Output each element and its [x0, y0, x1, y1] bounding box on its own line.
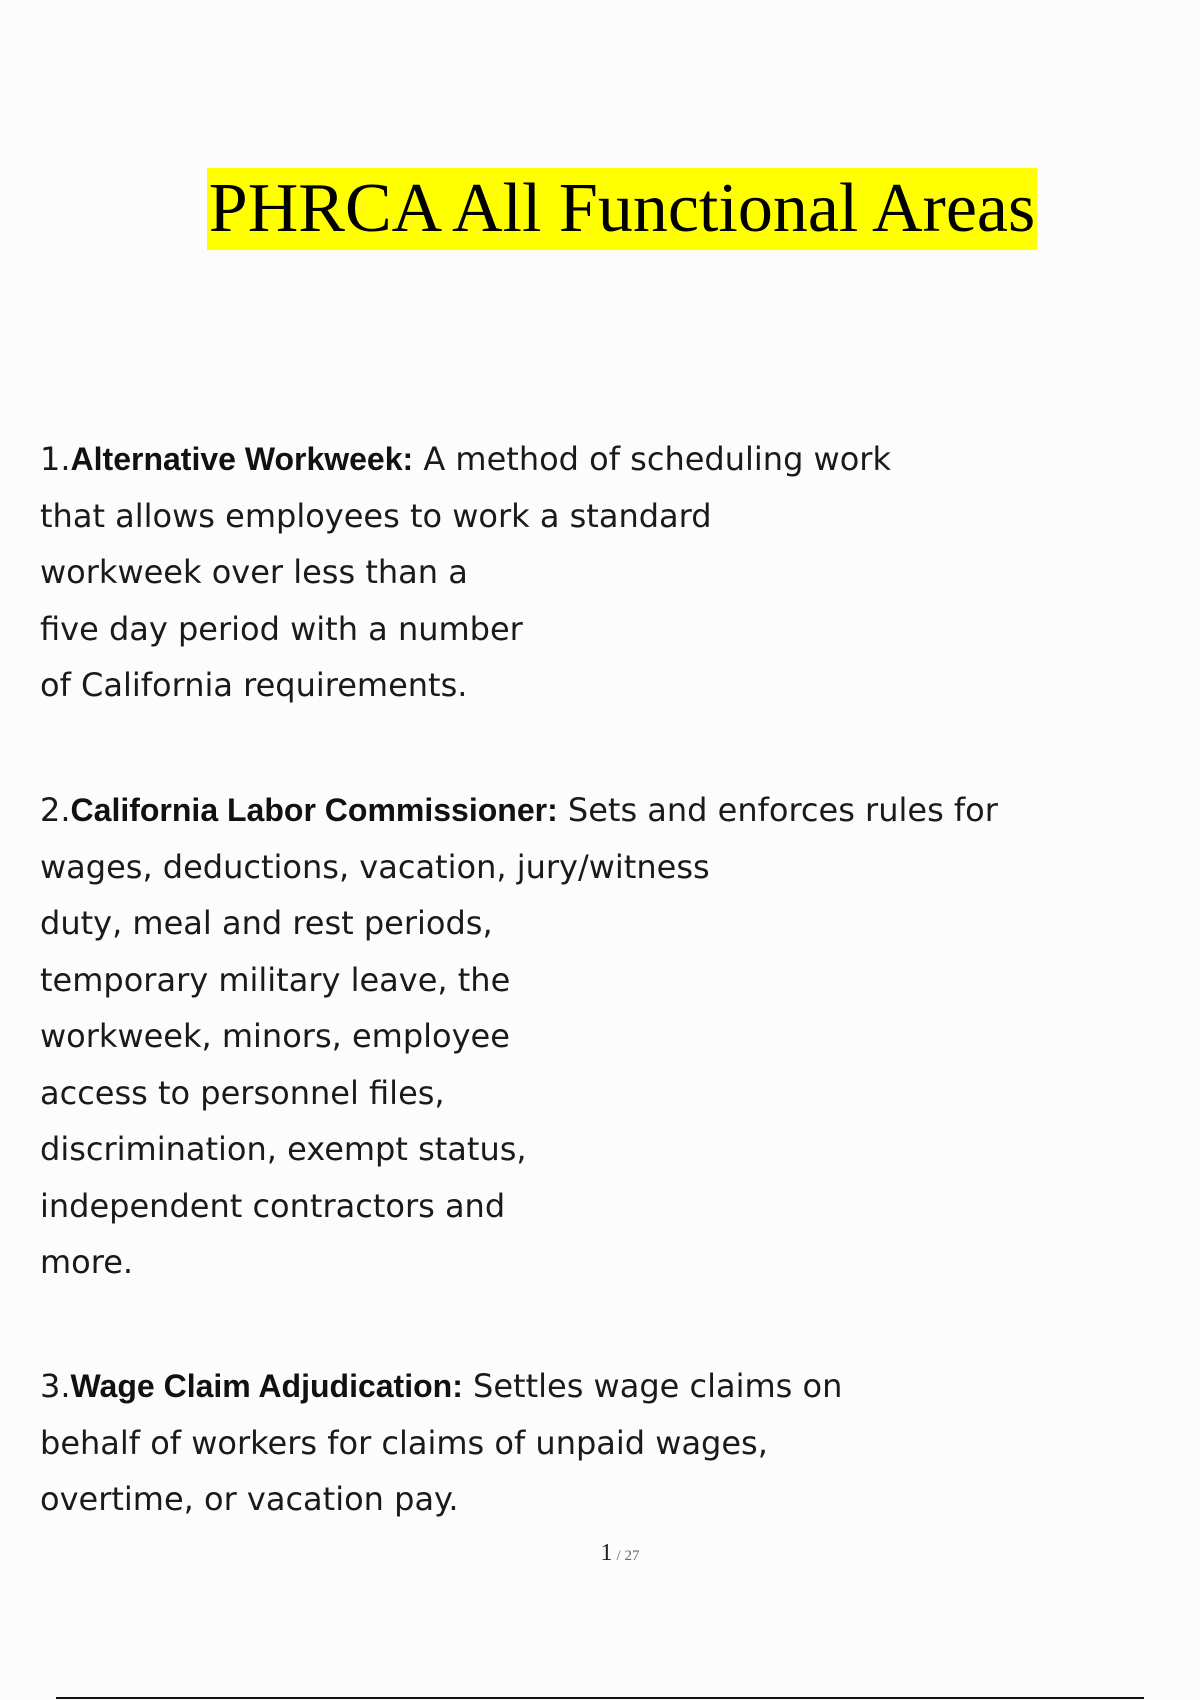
term-entry [40, 1358, 1040, 1528]
page-divider [56, 1697, 1144, 1699]
term-definition-line: more. [40, 1243, 134, 1281]
page-total: / 27 [616, 1548, 640, 1564]
term-definition-line: wages, deductions, vacation, jury/witness [40, 847, 710, 886]
term-definition-line: that allows employees to work a standard [40, 496, 712, 535]
term-definition-line: Settles wage claims on [473, 1367, 843, 1405]
term-definition-line: access to personnel files, [40, 1073, 445, 1112]
term-name: Wage Claim Adjudication: [70, 1368, 463, 1404]
term-definition-line: duty, meal and rest periods, [40, 904, 493, 942]
term-definition-line: behalf of workers for claims of unpaid wages, [40, 1423, 768, 1462]
term-number: 3. [40, 1367, 71, 1405]
term-definition-line: overtime, or vacation pay. [40, 1480, 459, 1518]
term-first-line [40, 1358, 1040, 1415]
term-definition-line: workweek over less than a [40, 553, 468, 591]
page-number [0, 1540, 1200, 1567]
term-entry [40, 431, 1040, 714]
term-definition-line: discrimination, exempt status, [40, 1130, 527, 1168]
term-definition-line: independent contractors and [40, 1186, 506, 1225]
title-container [0, 168, 1200, 250]
term-definition-line: workweek, minors, employee [40, 1017, 510, 1055]
document-title: PHRCA All Functional Areas [207, 168, 1037, 250]
term-definition-line: A method of scheduling work [423, 440, 891, 478]
term-definition-line: of California requirements. [40, 666, 468, 704]
term-entry [40, 782, 1040, 1291]
term-first-line [40, 431, 1040, 488]
term-name: California Labor Commissioner: [70, 792, 558, 828]
term-definition-line: Sets and enforces rules for [567, 791, 998, 829]
term-definition-line: temporary military leave, the [40, 960, 511, 999]
page-current: 1 [600, 1540, 613, 1566]
term-name: Alternative Workweek: [70, 441, 414, 477]
term-number: 1. [40, 440, 71, 478]
term-definition-line: five day period with a number [40, 609, 523, 648]
term-number: 2. [40, 791, 71, 829]
term-first-line [40, 782, 1040, 839]
